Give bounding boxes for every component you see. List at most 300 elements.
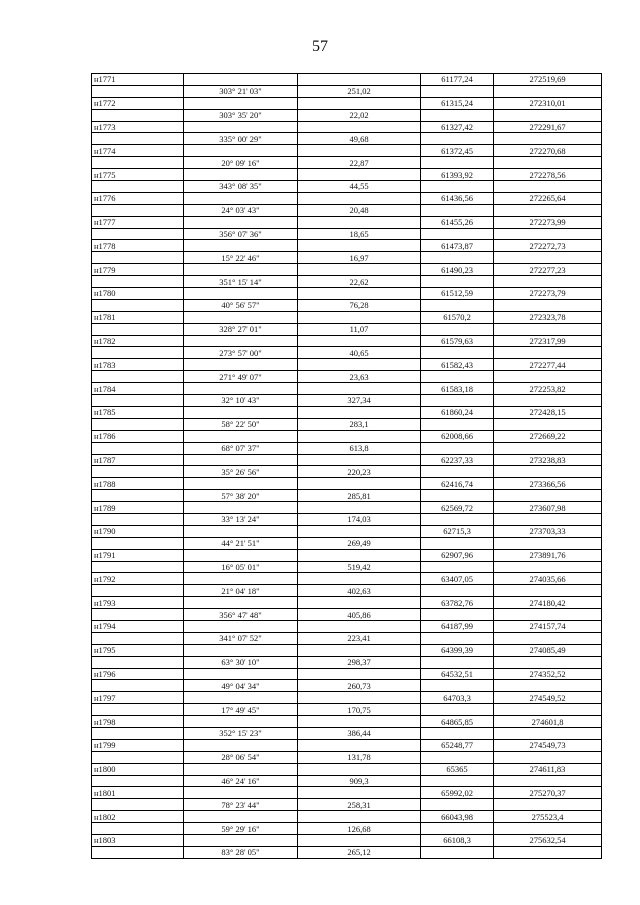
coordinate-x: 63407,05 [421, 573, 494, 585]
table-row-segment [92, 85, 602, 97]
segment-length: 170,75 [298, 704, 421, 716]
table-row-point [92, 716, 602, 728]
table-row-point [92, 668, 602, 680]
coordinate-x: 64703,3 [421, 692, 494, 704]
segment-length [298, 74, 421, 86]
segment-length [298, 763, 421, 775]
direction-angle: 35° 26' 56" [184, 466, 298, 478]
table-row-segment [92, 656, 602, 668]
coordinate-x [421, 276, 494, 288]
coordinate-y [494, 204, 602, 216]
coordinate-x [421, 85, 494, 97]
coordinate-y: 272291,67 [494, 121, 602, 133]
table-row-point [92, 169, 602, 181]
direction-angle [184, 264, 298, 276]
direction-angle: 57° 38' 20" [184, 490, 298, 502]
coordinate-x: 61436,56 [421, 192, 494, 204]
table-row-point [92, 359, 602, 371]
coordinate-x [421, 133, 494, 145]
coordinate-y [494, 823, 602, 835]
point-label [92, 846, 184, 858]
coordinate-x [421, 490, 494, 502]
table-row-point [92, 573, 602, 585]
point-label: н1786 [92, 430, 184, 442]
direction-angle [184, 192, 298, 204]
coordinate-y [494, 371, 602, 383]
segment-length: 76,28 [298, 299, 421, 311]
direction-angle [184, 811, 298, 823]
segment-length [298, 644, 421, 656]
point-label [92, 751, 184, 763]
segment-length: 285,81 [298, 490, 421, 502]
coordinate-y [494, 85, 602, 97]
direction-angle: 40° 56' 57" [184, 299, 298, 311]
coordinate-x [421, 823, 494, 835]
segment-length: 16,97 [298, 252, 421, 264]
coordinate-y [494, 513, 602, 525]
segment-length [298, 216, 421, 228]
coordinate-y [494, 181, 602, 193]
segment-length: 22,62 [298, 276, 421, 288]
table-row-segment [92, 775, 602, 787]
coordinate-y: 273238,83 [494, 454, 602, 466]
table-row-point [92, 620, 602, 632]
coordinate-y: 272669,22 [494, 430, 602, 442]
coordinate-y [494, 585, 602, 597]
coordinate-y: 272277,23 [494, 264, 602, 276]
direction-angle: 44° 21' 51" [184, 537, 298, 549]
segment-length [298, 811, 421, 823]
segment-length [298, 240, 421, 252]
point-label [92, 85, 184, 97]
coordinate-y: 273891,76 [494, 549, 602, 561]
segment-length [298, 406, 421, 418]
direction-angle: 271° 49' 07" [184, 371, 298, 383]
segment-length [298, 668, 421, 680]
coordinate-y [494, 490, 602, 502]
coordinate-x: 61177,24 [421, 74, 494, 86]
coordinate-x [421, 204, 494, 216]
segment-length: 20,48 [298, 204, 421, 216]
direction-angle [184, 169, 298, 181]
coordinate-y: 274180,42 [494, 597, 602, 609]
direction-angle [184, 835, 298, 847]
segment-length [298, 311, 421, 323]
direction-angle: 20° 09' 16" [184, 157, 298, 169]
segment-length: 327,34 [298, 395, 421, 407]
segment-length: 22,87 [298, 157, 421, 169]
segment-length [298, 716, 421, 728]
table-row-segment [92, 513, 602, 525]
coordinate-x [421, 181, 494, 193]
coordinate-y: 273703,33 [494, 525, 602, 537]
coordinate-y: 274611,83 [494, 763, 602, 775]
table-row-segment [92, 228, 602, 240]
point-label: н1776 [92, 192, 184, 204]
table-row-segment [92, 395, 602, 407]
direction-angle [184, 716, 298, 728]
coordinate-y: 273607,98 [494, 502, 602, 514]
point-label [92, 609, 184, 621]
table-row-segment [92, 585, 602, 597]
coordinate-x: 64532,51 [421, 668, 494, 680]
point-label: н1799 [92, 739, 184, 751]
coordinate-y: 272310,01 [494, 97, 602, 109]
table-row-segment [92, 609, 602, 621]
point-label: н1778 [92, 240, 184, 252]
coordinate-y: 274601,8 [494, 716, 602, 728]
segment-length: 220,23 [298, 466, 421, 478]
coordinate-x: 66043,98 [421, 811, 494, 823]
segment-length [298, 573, 421, 585]
table-row-segment [92, 418, 602, 430]
point-label: н1797 [92, 692, 184, 704]
table-row-point [92, 787, 602, 799]
coordinate-y: 272273,99 [494, 216, 602, 228]
direction-angle [184, 288, 298, 300]
direction-angle: 21° 04' 18" [184, 585, 298, 597]
coordinate-x: 65248,77 [421, 739, 494, 751]
point-label [92, 133, 184, 145]
table-row-segment [92, 347, 602, 359]
table-row-point [92, 644, 602, 656]
coordinate-x: 62907,96 [421, 549, 494, 561]
table-row-segment [92, 537, 602, 549]
coordinate-x: 61372,45 [421, 145, 494, 157]
coordinate-x [421, 418, 494, 430]
point-label [92, 109, 184, 121]
coordinate-x [421, 299, 494, 311]
coordinate-y [494, 727, 602, 739]
coordinate-x [421, 775, 494, 787]
table-row-segment [92, 704, 602, 716]
point-label: н1779 [92, 264, 184, 276]
coordinate-x [421, 228, 494, 240]
direction-angle: 49° 04' 34" [184, 680, 298, 692]
direction-angle: 356° 07' 36" [184, 228, 298, 240]
point-label [92, 299, 184, 311]
coordinate-y [494, 751, 602, 763]
table-row-segment [92, 632, 602, 644]
table-row-segment [92, 680, 602, 692]
segment-length: 283,1 [298, 418, 421, 430]
coordinate-x: 61570,2 [421, 311, 494, 323]
coordinate-y [494, 704, 602, 716]
segment-length: 49,68 [298, 133, 421, 145]
coordinate-y [494, 846, 602, 858]
direction-angle: 351° 15' 14" [184, 276, 298, 288]
coordinate-x [421, 537, 494, 549]
table-row-segment [92, 323, 602, 335]
point-label: н1798 [92, 716, 184, 728]
coordinate-y: 272265,64 [494, 192, 602, 204]
point-label: н1792 [92, 573, 184, 585]
point-label: н1787 [92, 454, 184, 466]
segment-length: 22,02 [298, 109, 421, 121]
point-label [92, 371, 184, 383]
segment-length: 258,31 [298, 799, 421, 811]
coordinate-x: 61512,59 [421, 288, 494, 300]
coordinate-x [421, 585, 494, 597]
segment-length: 11,07 [298, 323, 421, 335]
coordinate-x [421, 751, 494, 763]
direction-angle [184, 739, 298, 751]
coordinate-x: 61327,42 [421, 121, 494, 133]
direction-angle [184, 216, 298, 228]
table-row-point [92, 240, 602, 252]
point-label: н1789 [92, 502, 184, 514]
segment-length [298, 835, 421, 847]
direction-angle: 335° 00' 29" [184, 133, 298, 145]
coordinate-y [494, 395, 602, 407]
point-label [92, 490, 184, 502]
coordinate-y: 273366,56 [494, 478, 602, 490]
point-label: н1800 [92, 763, 184, 775]
coordinate-x [421, 347, 494, 359]
coordinate-x: 64865,85 [421, 716, 494, 728]
point-label [92, 656, 184, 668]
table-row-point [92, 406, 602, 418]
point-label [92, 775, 184, 787]
coordinate-y [494, 276, 602, 288]
direction-angle [184, 145, 298, 157]
segment-length [298, 739, 421, 751]
coordinate-y [494, 632, 602, 644]
point-label [92, 466, 184, 478]
direction-angle: 24° 03' 43" [184, 204, 298, 216]
direction-angle: 352° 15' 23" [184, 727, 298, 739]
segment-length [298, 787, 421, 799]
direction-angle [184, 359, 298, 371]
segment-length [298, 145, 421, 157]
coordinate-y [494, 228, 602, 240]
direction-angle: 343° 08' 35" [184, 181, 298, 193]
coordinate-y [494, 561, 602, 573]
table-row-segment [92, 133, 602, 145]
coordinate-y [494, 799, 602, 811]
segment-length: 265,12 [298, 846, 421, 858]
point-label [92, 323, 184, 335]
coordinate-y [494, 133, 602, 145]
coordinate-y [494, 157, 602, 169]
point-label [92, 513, 184, 525]
segment-length: 44,55 [298, 181, 421, 193]
point-label: н1793 [92, 597, 184, 609]
coordinate-x [421, 632, 494, 644]
table-row-point [92, 525, 602, 537]
table-row-segment [92, 799, 602, 811]
coordinate-y: 272428,15 [494, 406, 602, 418]
segment-length: 298,37 [298, 656, 421, 668]
coordinate-y: 275270,37 [494, 787, 602, 799]
direction-angle [184, 597, 298, 609]
table-row-point [92, 739, 602, 751]
direction-angle [184, 121, 298, 133]
direction-angle: 59° 29' 16" [184, 823, 298, 835]
direction-angle [184, 478, 298, 490]
table-row-point [92, 454, 602, 466]
coordinate-x [421, 609, 494, 621]
point-label [92, 276, 184, 288]
direction-angle: 68° 07' 37" [184, 442, 298, 454]
coordinate-x [421, 371, 494, 383]
direction-angle [184, 692, 298, 704]
point-label: н1777 [92, 216, 184, 228]
segment-length [298, 169, 421, 181]
direction-angle [184, 668, 298, 680]
table-row-segment [92, 204, 602, 216]
segment-length [298, 549, 421, 561]
coordinate-y [494, 442, 602, 454]
direction-angle: 33° 13' 24" [184, 513, 298, 525]
table-row-segment [92, 490, 602, 502]
point-label [92, 228, 184, 240]
coordinate-y: 272278,56 [494, 169, 602, 181]
table-row-segment [92, 181, 602, 193]
coordinate-y: 272253,82 [494, 383, 602, 395]
segment-length: 405,86 [298, 609, 421, 621]
direction-angle [184, 502, 298, 514]
coordinate-x [421, 157, 494, 169]
coordinate-x: 61393,92 [421, 169, 494, 181]
coordinate-y: 275523,4 [494, 811, 602, 823]
direction-angle: 83° 28' 05" [184, 846, 298, 858]
coordinate-x: 65992,02 [421, 787, 494, 799]
table-row-point [92, 835, 602, 847]
coordinate-y: 272270,68 [494, 145, 602, 157]
point-label [92, 395, 184, 407]
segment-length: 131,78 [298, 751, 421, 763]
segment-length [298, 121, 421, 133]
table-row-point [92, 74, 602, 86]
coordinate-y: 274549,73 [494, 739, 602, 751]
table-row-point [92, 597, 602, 609]
coordinate-x: 62237,33 [421, 454, 494, 466]
table-row-segment [92, 466, 602, 478]
coordinate-x: 65365 [421, 763, 494, 775]
coordinate-y: 274157,74 [494, 620, 602, 632]
segment-length [298, 97, 421, 109]
point-label [92, 680, 184, 692]
table-row-point [92, 478, 602, 490]
direction-angle: 63° 30' 10" [184, 656, 298, 668]
direction-angle: 15° 22' 46" [184, 252, 298, 264]
coordinate-x [421, 727, 494, 739]
coordinate-x: 64399,39 [421, 644, 494, 656]
coordinate-x: 61315,24 [421, 97, 494, 109]
segment-length [298, 478, 421, 490]
direction-angle [184, 525, 298, 537]
segment-length: 613,8 [298, 442, 421, 454]
coordinate-x: 61490,23 [421, 264, 494, 276]
direction-angle [184, 620, 298, 632]
direction-angle [184, 763, 298, 775]
point-label [92, 561, 184, 573]
table-row-segment [92, 371, 602, 383]
point-label: н1781 [92, 311, 184, 323]
table-row-point [92, 192, 602, 204]
table-row-segment [92, 252, 602, 264]
coordinate-y: 272323,78 [494, 311, 602, 323]
page-number: 57 [312, 38, 328, 55]
direction-angle [184, 406, 298, 418]
direction-angle: 303° 35' 20" [184, 109, 298, 121]
coordinate-y: 272277,44 [494, 359, 602, 371]
coordinate-x: 63782,76 [421, 597, 494, 609]
direction-angle [184, 311, 298, 323]
coordinate-y [494, 609, 602, 621]
direction-angle: 341° 07' 52" [184, 632, 298, 644]
segment-length: 40,65 [298, 347, 421, 359]
table-row-point [92, 145, 602, 157]
table-row-segment [92, 561, 602, 573]
point-label: н1801 [92, 787, 184, 799]
coordinate-y [494, 537, 602, 549]
direction-angle [184, 549, 298, 561]
coordinate-y: 274035,66 [494, 573, 602, 585]
table-row-point [92, 763, 602, 775]
point-label [92, 181, 184, 193]
table-row-point [92, 288, 602, 300]
segment-length [298, 192, 421, 204]
direction-angle [184, 787, 298, 799]
segment-length [298, 620, 421, 632]
table-row-point [92, 811, 602, 823]
coordinate-x [421, 442, 494, 454]
point-label [92, 442, 184, 454]
point-label: н1773 [92, 121, 184, 133]
coordinate-y [494, 656, 602, 668]
segment-length [298, 692, 421, 704]
table-row-point [92, 121, 602, 133]
table-row-segment [92, 109, 602, 121]
table-row-point [92, 264, 602, 276]
point-label: н1772 [92, 97, 184, 109]
coordinate-y [494, 347, 602, 359]
point-label: н1791 [92, 549, 184, 561]
table-row-segment [92, 727, 602, 739]
direction-angle: 303° 21' 03" [184, 85, 298, 97]
point-label: н1783 [92, 359, 184, 371]
coordinate-x: 61455,26 [421, 216, 494, 228]
direction-angle [184, 644, 298, 656]
coordinate-y [494, 323, 602, 335]
segment-length: 223,41 [298, 632, 421, 644]
point-label: н1795 [92, 644, 184, 656]
point-label [92, 537, 184, 549]
coordinate-x: 62416,74 [421, 478, 494, 490]
table-row-point [92, 549, 602, 561]
direction-angle: 17° 49' 45" [184, 704, 298, 716]
point-label [92, 252, 184, 264]
segment-length: 260,73 [298, 680, 421, 692]
point-label [92, 204, 184, 216]
coordinate-y: 274549,52 [494, 692, 602, 704]
direction-angle: 16° 05' 01" [184, 561, 298, 573]
table-row-segment [92, 751, 602, 763]
segment-length [298, 454, 421, 466]
coordinate-x [421, 323, 494, 335]
direction-angle: 328° 27' 01" [184, 323, 298, 335]
table-row-segment [92, 823, 602, 835]
coordinate-x [421, 846, 494, 858]
point-label [92, 632, 184, 644]
direction-angle: 273° 57' 00" [184, 347, 298, 359]
point-label: н1788 [92, 478, 184, 490]
coordinate-x [421, 252, 494, 264]
coordinate-x [421, 395, 494, 407]
table-row-segment [92, 276, 602, 288]
